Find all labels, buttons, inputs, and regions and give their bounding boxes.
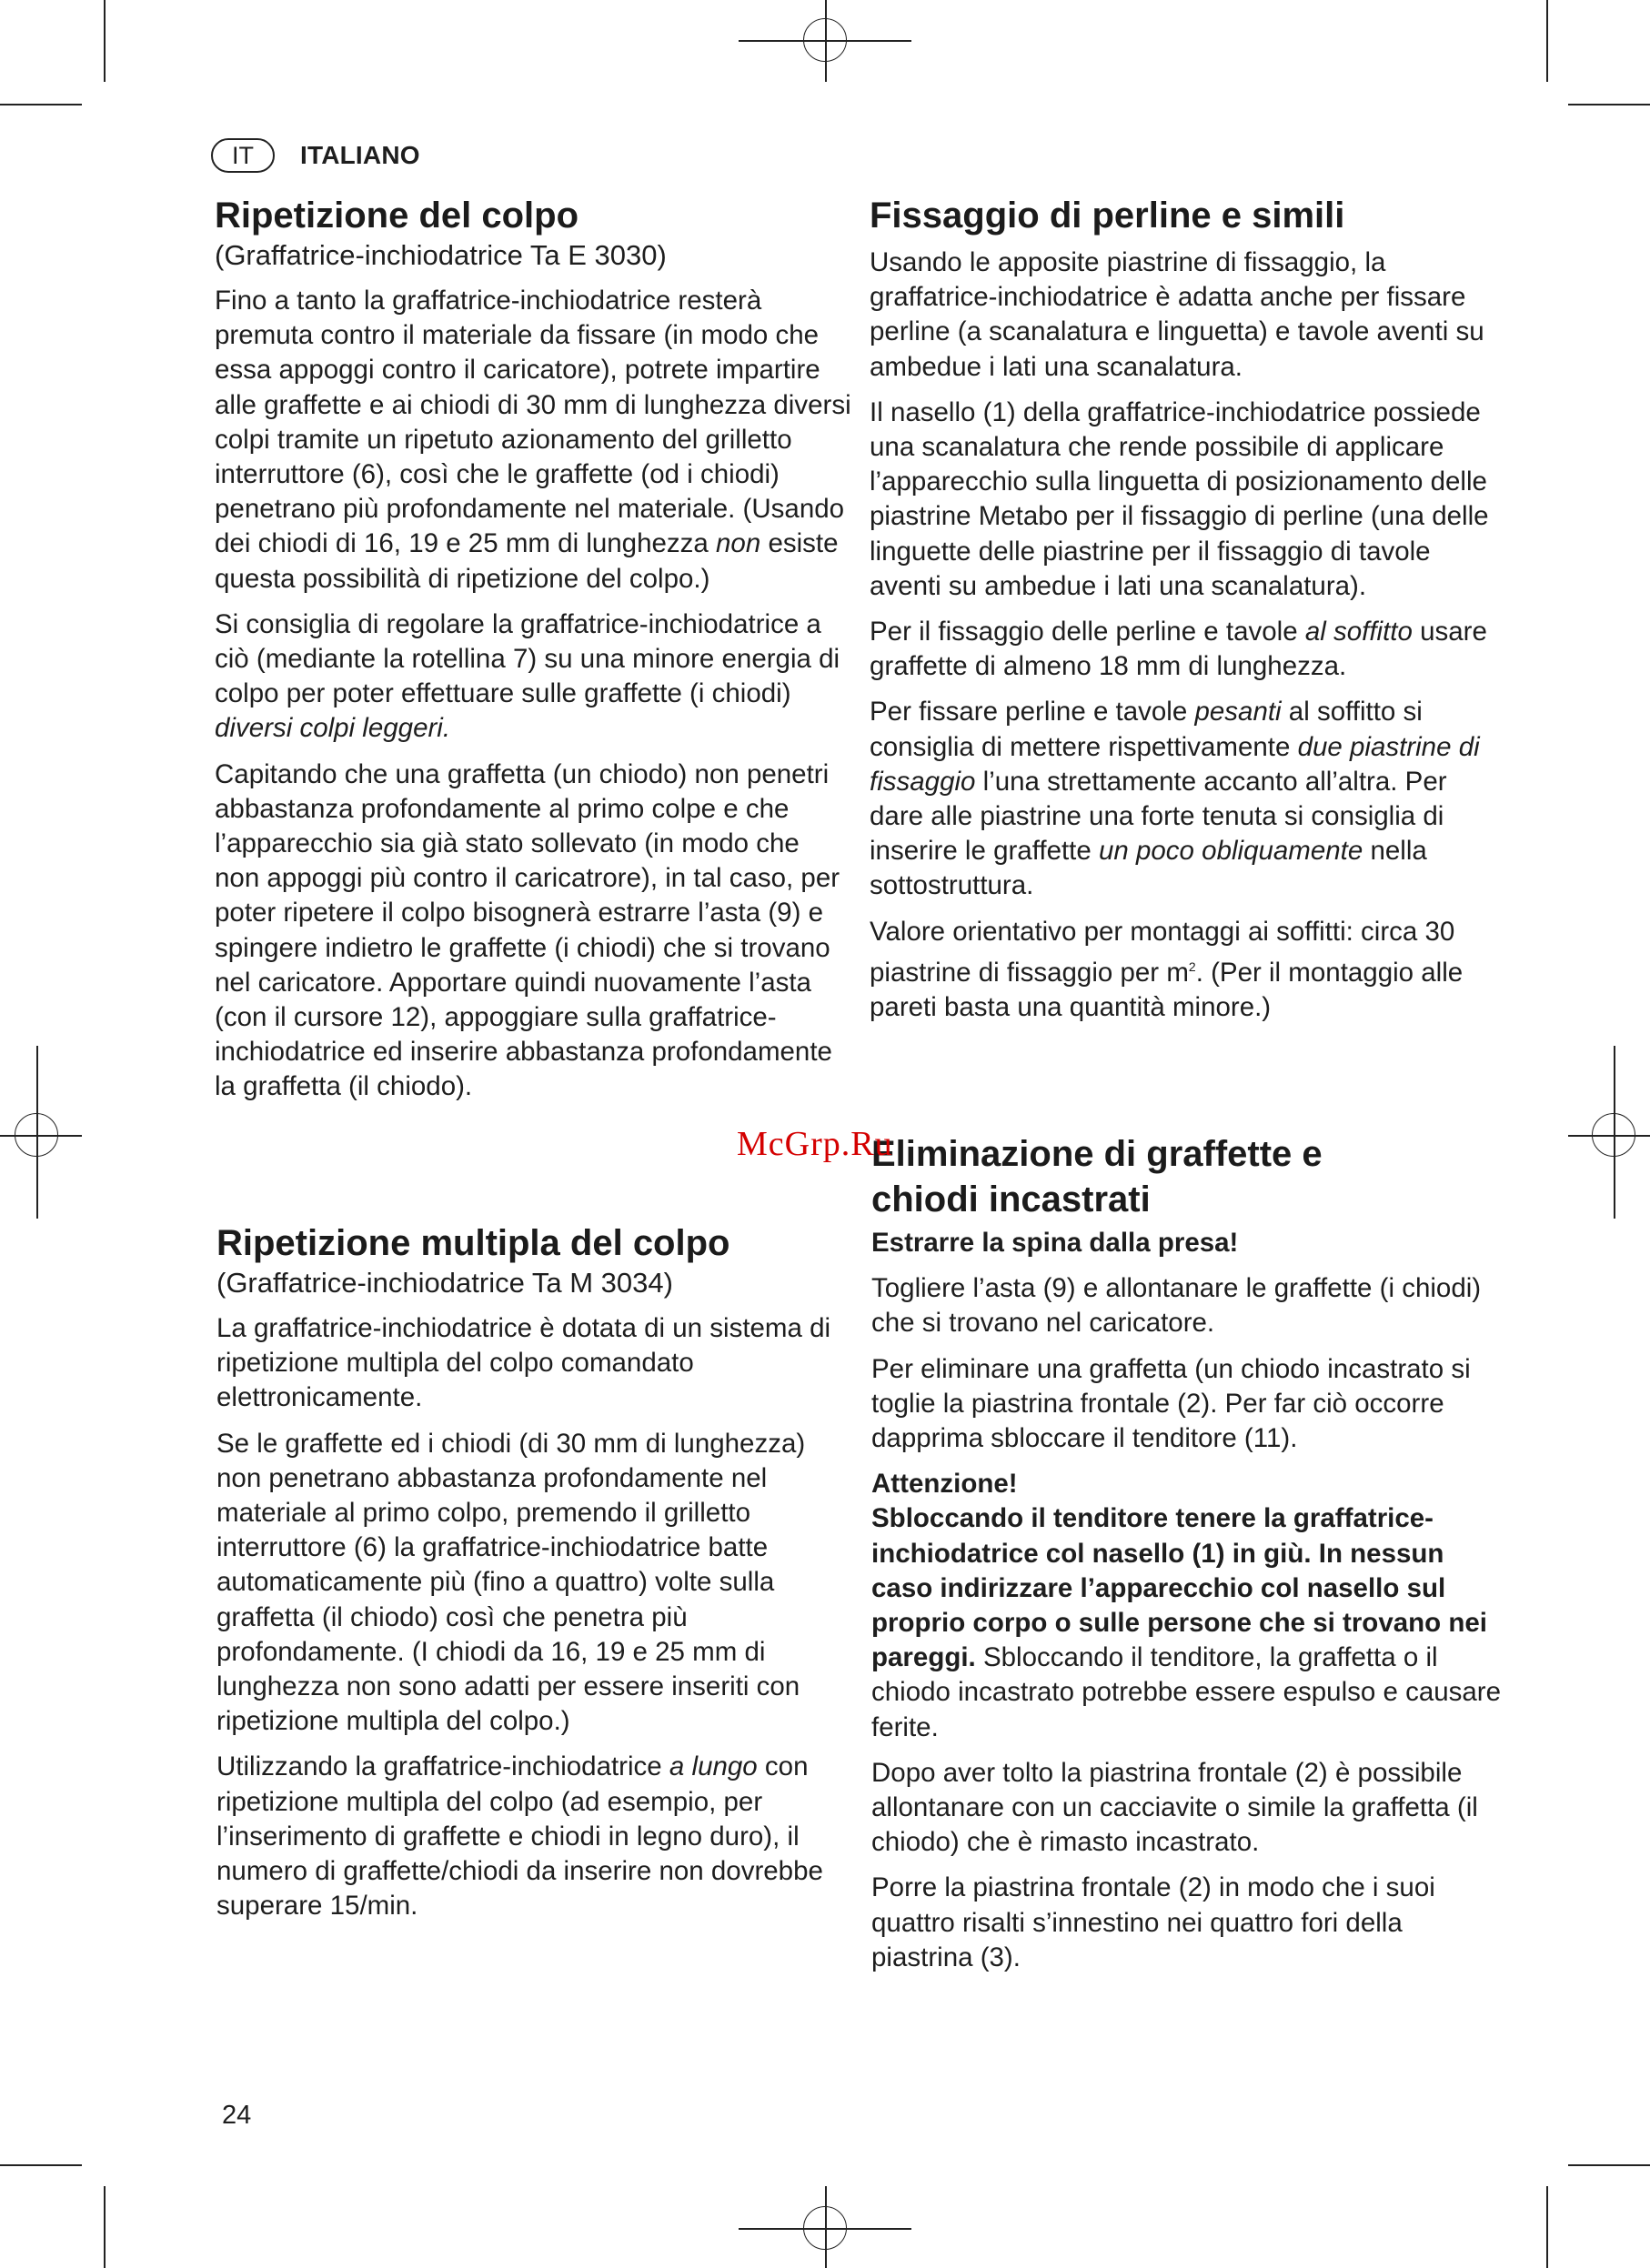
paragraph: Per il fissaggio delle perline e tavole al soffitto usare graffette di almeno 18 mm di lunghezza. [870,617,1487,682]
crop-mark [0,104,82,105]
paragraph: Capitando che una graffetta (un chiodo) non penetri abbastanza profondamente al primo colpe e che l’apparecchio sia già stato sollevato (in modo che non appoggi più contro il caricatrore), in tal caso, per poter ripetere il colpo bisognerà estrarre l’asta (9) e spingere indietro le graffette (i chiodi) che si trovano nel caricatore. Apportare quindi nuovamente l’asta (con il cursore 12), appoggiare sulla graffatrice-inchiodatrice ed inserire abbastanza profondamente la graffetta (il chiodo). [215,758,840,1102]
section-subtitle: (Graffatrice-inchiodatrice Ta M 3034) [216,1267,673,1299]
registration-line [1568,1135,1650,1137]
crop-mark [0,2164,82,2166]
warning-text: Sbloccando il tenditore tenere la graffatrice-inchiodatrice col nasello (1) in giù. In nessun caso indirizzare l’apparecchio col nasello sul proprio corpo o sulle persone che si trovano nei pareggi. [871,1503,1487,1673]
crop-mark [104,0,106,82]
warning-intro: Estrarre la spina dalla presa! [871,1228,1239,1258]
paragraph: Utilizzando la graffatrice-inchiodatrice a lungo con ripetizione multipla del colpo (ad esempio, per l’inserimento di graffette e chiodi in legno duro), il numero di graffette/chiodi da inserire non dovrebbe superare 15/min. [216,1751,823,1922]
paragraph: Togliere l’asta (9) e allontanare le graffette (i chiodi) che si trovano nel caricatore. [871,1273,1482,1339]
paragraph: Il nasello (1) della graffatrice-inchiodatrice possiede una scanalatura che rende possibile di applicare l’apparecchio sulla linguetta di posizionamento delle piastrine Metabo per il fissaggio di perline (una delle linguette delle piastrine per il fissaggio di tavole aventi su ambedue i lati una scanalatura). [870,396,1489,601]
paragraph: Si consiglia di regolare la graffatrice-inchiodatrice a ciò (mediante la rotellina 7) su una minore energia di colpo per poter effettuare sulle graffette (i chiodi) diversi colpi leggeri. [215,608,840,744]
section-title: Ripetizione multipla del colpo [216,1223,730,1263]
language-code-badge: IT [211,138,275,173]
paragraph: Dopo aver tolto la piastrina frontale (2) è possibile allontanare con un cacciavite o simile la graffetta (il chiodo) che è rimasto incastrato. [871,1757,1478,1858]
right-section-panel-fixing [870,193,1506,1036]
paragraph: Porre la piastrina frontale (2) in modo che i suoi quattro risalti s’innestino nei quattro fori della piastrina (3). [871,1872,1435,1972]
left-section-multiple-repetition [216,1220,853,1934]
paragraph: Usando le apposite piastrine di fissaggio, la graffatrice-inchiodatrice è adatta anche per fissare perline (a scanalatura e linguetta) e tavole aventi su ambedue i lati una scanalatura. [870,247,1484,382]
page-number: 24 [222,2101,252,2130]
registration-line [36,1046,38,1219]
right-section-jam-removal [871,1131,1508,1986]
section-title: Eliminazione di graffette e chiodi incastrati [871,1134,1323,1219]
language-name: ITALIANO [300,141,420,169]
registration-line [825,2186,827,2268]
section-title: Fissaggio di perline e simili [870,196,1345,236]
crop-mark [1568,104,1650,105]
paragraph: Se le graffette ed i chiodi (di 30 mm di lunghezza) non penetrano abbastanza profondamente nel materiale al primo colpo, premendo il grilletto interruttore (6) la graffatrice-inchiodatrice batte automaticamente più (fino a quattro) volte sulla graffetta (il chiodo) così che penetra più profondamente. (I chiodi da 16, 19 e 25 mm di lunghezza non sono adatti per essere inseriti con ripetizione multipla del colpo.) [216,1428,806,1737]
registration-line [825,0,827,82]
language-header [211,138,420,173]
watermark: McGrp.Ru [737,1125,893,1163]
crop-mark [104,2186,106,2268]
warning-block: Attenzione! Sbloccando il tenditore tenere la graffatrice-inchiodatrice col nasello (1) in giù. In nessun caso indirizzare l’apparecchio col nasello sul proprio corpo o sulle persone che si trovano nei pareggi. Sbloccando il tenditore, la graffetta o il chiodo incastrato potrebbe essere espulso e causare ferite. [871,1467,1508,1745]
section-title: Ripetizione del colpo [215,196,579,236]
paragraph: La graffatrice-inchiodatrice è dotata di un sistema di ripetizione multipla del colpo comandato elettronicamente. [216,1313,831,1413]
crop-mark [1546,0,1548,82]
paragraph: Per fissare perline e tavole pesanti al soffitto si consiglia di mettere rispettivamente due piastrine di fissaggio l’una strettamente accanto all’altra. Per dare alle piastrine una forte tenuta si consiglia di inserire le graffette un poco obliquamente nella sottostruttura. [870,697,1480,901]
registration-line [0,1135,82,1137]
paragraph: Valore orientativo per montaggi ai soffitti: circa 30 piastrine di fissaggio per $m^2$. (Per il montaggio alle pareti basta una quantità minore.) [870,916,1464,1022]
paragraph: Per eliminare una graffetta (un chiodo incastrato si toglie la piastrina frontale (2). Per far ciò occorre dapprima sbloccare il tenditore (11). [871,1353,1471,1454]
paragraph: Fino a tanto la graffatrice-inchiodatrice resterà premuta contro il materiale da fissare (in modo che essa appoggi contro il caricatore), potrete impartire alle graffette e ai chiodi di 30 mm di lunghezza diversi colpi tramite un ripetuto azionamento del grilletto interruttore (6), così che le graffette (od i chiodi) penetrano più profondamente nel materiale. (Usando dei chiodi di 16, 19 e 25 mm di lunghezza non esiste questa possibilità di ripetizione del colpo.) [215,286,851,594]
crop-mark [1568,2164,1650,2166]
warning-title: Attenzione! [871,1469,1018,1500]
section-subtitle: (Graffatrice-inchiodatrice Ta E 3030) [215,239,667,271]
left-section-repetition [215,193,851,1116]
crop-mark [1546,2186,1548,2268]
registration-line [1614,1046,1615,1219]
